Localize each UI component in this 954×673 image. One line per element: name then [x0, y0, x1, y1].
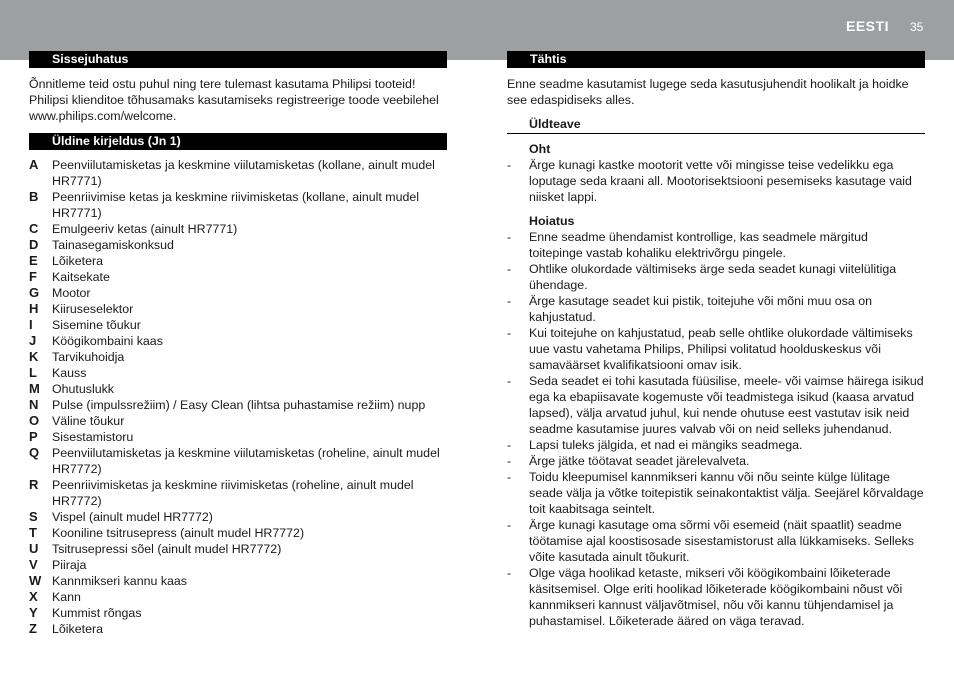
warning-list-item-text: Olge väga hoolikad ketaste, mikseri või köögikombaini lõiketerade käsitsemisel. Olge eriti hoolikad lõiketerade köögikombaini nõust või kannmikseri kannust väljavõtmisel, nõu või kannu tühjendamisel ja puhastamisel. Lõiketerade ääred on väga teravad.: [529, 566, 903, 628]
part-description: Tainasegamiskonksud: [52, 238, 174, 252]
part-description: Emulgeeriv ketas (ainult HR7771): [52, 222, 238, 236]
part-letter: G: [29, 285, 40, 300]
warning-list-item-text: Enne seadme ühendamist kontrollige, kas seadmele märgitud toitepinge vastab kohaliku elektrivõrgu pingele.: [529, 230, 868, 260]
part-description: Peenriivimise ketas ja keskmine riivimisketas (kollane, ainult mudel HR7771): [52, 190, 420, 220]
parts-list-item: [29, 589, 447, 605]
parts-list-item: [29, 509, 447, 525]
warning-list-item: [507, 517, 925, 565]
bullet-dash: -: [507, 158, 512, 172]
part-letter: C: [29, 221, 39, 236]
warning-list-item-text: Ärge kasutage seadet kui pistik, toitejuhe või mõni muu osa on kahjustatud.: [529, 294, 873, 324]
bullet-dash: -: [507, 326, 512, 340]
part-description: Kannmikseri kannu kaas: [52, 574, 187, 588]
parts-list-item: [29, 189, 447, 221]
parts-list: [29, 157, 447, 637]
part-letter: O: [29, 413, 40, 428]
part-letter: P: [29, 429, 38, 444]
parts-list-item: [29, 157, 447, 189]
parts-list-item: [29, 605, 447, 621]
parts-list-item: [29, 381, 447, 397]
part-description: Vispel (ainult mudel HR7772): [52, 510, 213, 524]
parts-list-item: [29, 541, 447, 557]
part-letter: V: [29, 557, 38, 572]
part-letter: W: [29, 573, 42, 588]
important-text: Enne seadme kasutamist lugege seda kasutusjuhendit hoolikalt ja hoidke see edaspidiseks alles.: [507, 77, 909, 107]
part-description: Sisemine tõukur: [52, 318, 141, 332]
parts-list-item: [29, 285, 447, 301]
parts-list-item: [29, 317, 447, 333]
parts-list-item: [29, 269, 447, 285]
right-column: [507, 51, 925, 629]
part-letter: U: [29, 541, 39, 556]
bullet-dash: -: [507, 566, 512, 580]
language-label: EESTI: [846, 18, 889, 34]
warning-list-item: [507, 325, 925, 373]
part-description: Peenviilutamisketas ja keskmine viilutamisketas (kollane, ainult mudel HR7771): [52, 158, 435, 188]
part-description: Väline tõukur: [52, 414, 125, 428]
part-letter: M: [29, 381, 40, 396]
parts-list-item: [29, 429, 447, 445]
part-letter: F: [29, 269, 37, 284]
bullet-dash: -: [507, 470, 512, 484]
warning-list-item-text: Ohtlike olukordade vältimiseks ärge seda seadet kunagi viitelülitiga ühendage.: [529, 262, 897, 292]
warning-list-item-text: Seda seadet ei tohi kasutada füüsilise, meele- või vaimse häirega isikud ega ka ebapiisavate kogemuste või teadmistega isikud (kaasa arvatud lapsed), välja arvatud juhul, kui nende ohutuse eest vastutav isik neid seadme kasutamise juures valvab või on neid selleks juhendanud.: [529, 374, 924, 436]
page-number: 35: [910, 20, 924, 34]
part-letter: B: [29, 189, 39, 204]
part-letter: I: [29, 317, 33, 332]
part-description: Kaitsekate: [52, 270, 110, 284]
warning-list-item: [507, 469, 925, 517]
part-letter: K: [29, 349, 39, 364]
warning-heading: Hoiatus: [529, 214, 575, 228]
warning-list-item: [507, 373, 925, 437]
part-description: Lõiketera: [52, 622, 103, 636]
section-heading-general-description: Üldine kirjeldus (Jn 1): [29, 133, 447, 150]
part-description: Sisestamistoru: [52, 430, 134, 444]
part-description: Pulse (impulssrežiim) / Easy Clean (lihtsa puhastamise režiim) nupp: [52, 398, 426, 412]
part-description: Piiraja: [52, 558, 87, 572]
part-description: Peenviilutamisketas ja keskmine viilutamisketas (roheline, ainult mudel HR7772): [52, 446, 440, 476]
part-letter: R: [29, 477, 39, 492]
warning-list-item: [507, 565, 925, 629]
part-letter: Y: [29, 605, 38, 620]
part-description: Tsitrusepressi sõel (ainult mudel HR7772): [52, 542, 282, 556]
parts-list-item: [29, 557, 447, 573]
parts-list-item: [29, 237, 447, 253]
warning-list-item-text: Toidu kleepumisel kannmikseri kannu või nõu seinte külge lülitage seade välja ja võtke toitepistik seinakontaktist välja. Seejärel kõrvaldage toit kaabitsaga seintelt.: [529, 470, 924, 516]
parts-list-item: [29, 477, 447, 509]
part-letter: Q: [29, 445, 40, 460]
danger-list-item-text: Ärge kunagi kastke mootorit vette või mingisse teise vedelikku ega loputage seda kraani all. Mootorisektsiooni pesemiseks kasutage vaid niisket lappi.: [529, 158, 912, 204]
part-description: Köögikombaini kaas: [52, 334, 163, 348]
warning-list-item-text: Kui toitejuhe on kahjustatud, peab selle ohtlike olukordade vältimiseks uue vastu vahetama Philips, Philipsi volitatud hoolduskeskus või samaväärset kvalifikatsiooni omav isik.: [529, 326, 913, 372]
part-letter: L: [29, 365, 37, 380]
introduction-text: Õnnitleme teid ostu puhul ning tere tulemast kasutama Philipsi tooteid! Philipsi klienditoe tõhusamaks kasutamiseks registreerige toode veebilehel www.philips.com/welcome.: [29, 77, 439, 123]
part-description: Peenriivimisketas ja keskmine riivimisketas (roheline, ainult mudel HR7772): [52, 478, 414, 508]
parts-list-item: [29, 301, 447, 317]
subsection-heading-general: Üldteave: [507, 116, 925, 134]
section-heading-introduction: Sissejuhatus: [29, 51, 447, 68]
part-description: Kauss: [52, 366, 87, 380]
part-letter: S: [29, 509, 38, 524]
warning-list-item-text: Ärge jätke töötavat seadet järelevalveta.: [529, 454, 750, 468]
warning-list-item: [507, 261, 925, 293]
bullet-dash: -: [507, 374, 512, 388]
part-description: Kummist rõngas: [52, 606, 142, 620]
warning-list-item-text: Ärge kunagi kasutage oma sõrmi või esemeid (näit spaatlit) seadme töötamise ajal koostisosade sisestamistorust alla lükkamiseks. Selleks võite kasutada ainult tõukurit.: [529, 518, 914, 564]
warning-list-item: [507, 293, 925, 325]
part-letter: Z: [29, 621, 37, 636]
part-letter: X: [29, 589, 38, 604]
part-letter: H: [29, 301, 39, 316]
parts-list-item: [29, 413, 447, 429]
warning-list-item: [507, 453, 925, 469]
bullet-dash: -: [507, 262, 512, 276]
part-description: Tarvikuhoidja: [52, 350, 125, 364]
part-description: Kiiruseselektor: [52, 302, 134, 316]
bullet-dash: -: [507, 454, 512, 468]
part-letter: A: [29, 157, 39, 172]
part-letter: J: [29, 333, 37, 348]
danger-list: [507, 157, 925, 205]
part-description: Ohutuslukk: [52, 382, 114, 396]
warning-list-item: [507, 229, 925, 261]
warning-list: [507, 229, 925, 629]
parts-list-item: [29, 221, 447, 237]
parts-list-item: [29, 525, 447, 541]
left-column: [29, 51, 447, 637]
parts-list-item: [29, 253, 447, 269]
bullet-dash: -: [507, 438, 512, 452]
part-description: Lõiketera: [52, 254, 103, 268]
part-letter: E: [29, 253, 38, 268]
bullet-dash: -: [507, 518, 512, 532]
section-heading-important: Tähtis: [507, 51, 925, 68]
part-description: Kooniline tsitrusepress (ainult mudel HR7772): [52, 526, 305, 540]
bullet-dash: -: [507, 230, 512, 244]
bullet-dash: -: [507, 294, 512, 308]
part-letter: T: [29, 525, 37, 540]
parts-list-item: [29, 333, 447, 349]
part-description: Kann: [52, 590, 81, 604]
part-letter: N: [29, 397, 39, 412]
parts-list-item: [29, 621, 447, 637]
part-letter: D: [29, 237, 39, 252]
parts-list-item: [29, 397, 447, 413]
warning-list-item: [507, 437, 925, 453]
danger-list-item: [507, 157, 925, 205]
parts-list-item: [29, 573, 447, 589]
parts-list-item: [29, 445, 447, 477]
warning-list-item-text: Lapsi tuleks jälgida, et nad ei mängiks seadmega.: [529, 438, 803, 452]
parts-list-item: [29, 365, 447, 381]
danger-heading: Oht: [529, 142, 551, 156]
parts-list-item: [29, 349, 447, 365]
part-description: Mootor: [52, 286, 91, 300]
